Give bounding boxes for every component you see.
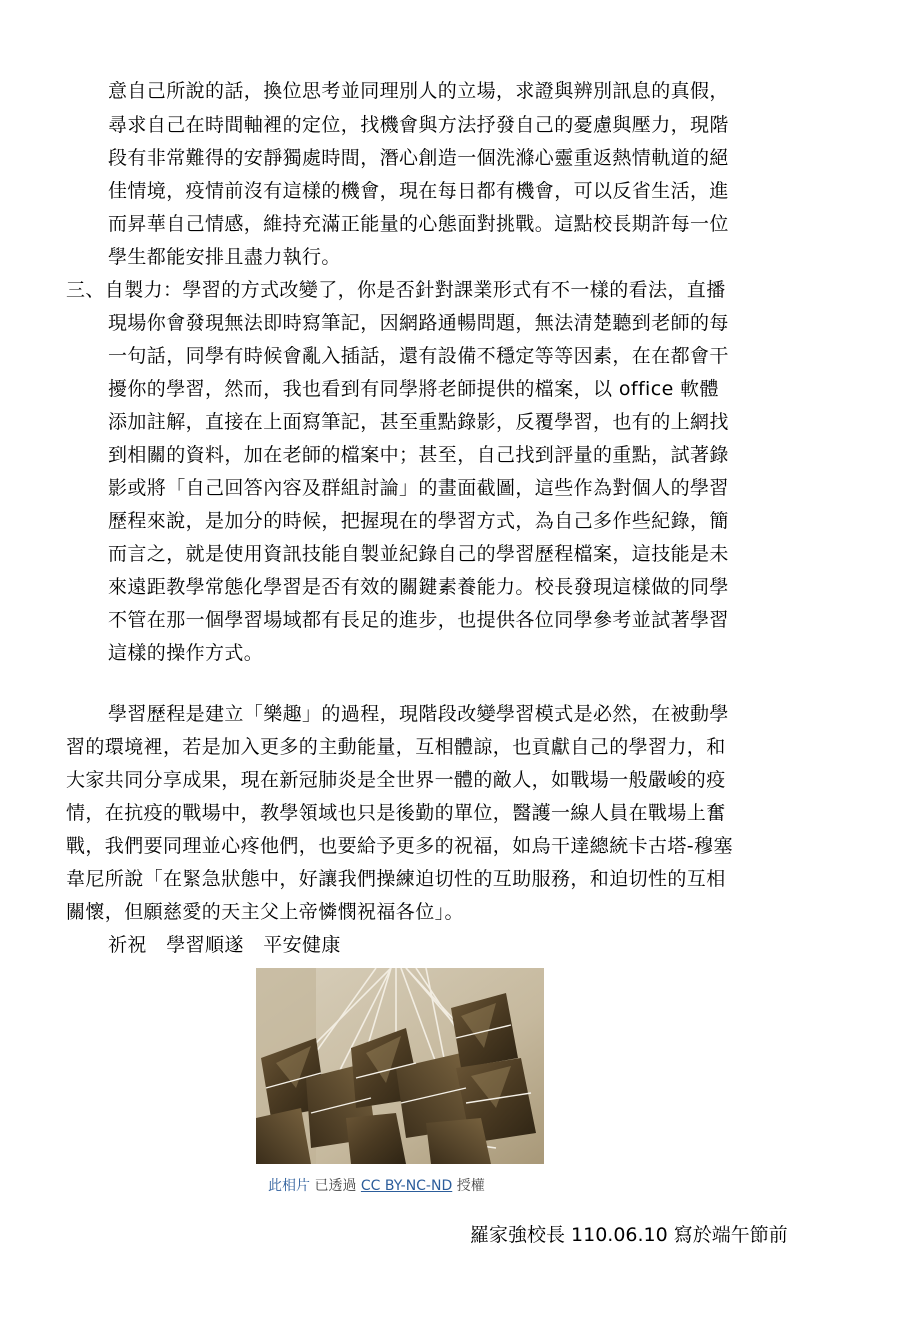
photo-caption (268, 1176, 485, 1196)
paragraph-line: 不管在那一個學習場域都有長足的進步，也提供各位同學參考並試著學習 (108, 609, 729, 631)
paragraph-line: 一句話，同學有時候會亂入插話，還有設備不穩定等等因素，在在都會干 (108, 345, 729, 367)
paragraph-line: 關懷，但願慈愛的天主父上帝憐憫祝福各位」。 (66, 901, 464, 923)
blessing-line: 祈祝 學習順遂 平安健康 (108, 934, 341, 956)
closing-paragraph-first-line: 學習歷程是建立「樂趣」的過程，現階段改變學習模式是必然，在被動學 (108, 703, 729, 725)
paragraph-line: 意自己所說的話，換位思考並同理別人的立場，求證與辨別訊息的真假， (108, 80, 729, 102)
paragraph-line: 添加註解，直接在上面寫筆記，甚至重點錄影，反覆學習，也有的上網找 (108, 411, 729, 433)
paragraph-line: 影或將「自己回答內容及群組討論」的畫面截圖，這些作為對個人的學習 (108, 477, 729, 499)
paragraph-line: 到相關的資料，加在老師的檔案中；甚至，自己找到評量的重點，試著錄 (108, 444, 729, 466)
zongzi-photo (256, 968, 544, 1164)
paragraph-line: 佳情境，疫情前沒有這樣的機會，現在每日都有機會，可以反省生活，進 (108, 180, 729, 202)
caption-middle-text: 已透過 (314, 1178, 357, 1194)
caption-end-text: 授權 (456, 1178, 485, 1194)
paragraph-line: 來遠距教學常態化學習是否有效的關鍵素養能力。校長發現這樣做的同學 (108, 576, 729, 598)
paragraph-line: 現場你會發現無法即時寫筆記，因網路通暢問題，無法清楚聽到老師的每 (108, 312, 729, 334)
paragraph-line: 習的環境裡，若是加入更多的主動能量，互相體諒，也貢獻自己的學習力，和 (66, 736, 726, 758)
section-three-heading-line: 三、自製力：學習的方式改變了，你是否針對課業形式有不一樣的看法，直播 (66, 279, 726, 301)
paragraph-line: 段有非常難得的安靜獨處時間，潛心創造一個洗滌心靈重返熱情軌道的絕 (108, 147, 729, 169)
paragraph-line: 情，在抗疫的戰場中，教學領域也只是後勤的單位，醫護一線人員在戰場上奮 (66, 802, 726, 824)
paragraph-line: 這樣的操作方式。 (108, 642, 264, 664)
photo-source-link[interactable]: 此相片 (268, 1178, 310, 1194)
paragraph-line: 韋尼所說「在緊急狀態中，好讓我們操練迫切性的互助服務，和迫切性的互相 (66, 868, 726, 890)
paragraph-line: 戰，我們要同理並心疼他們，也要給予更多的祝福，如烏干達總統卡古塔-穆塞 (66, 835, 733, 857)
signature-line: 羅家強校長 110.06.10 寫於端午節前 (470, 1224, 788, 1246)
paragraph-line: 擾你的學習，然而，我也看到有同學將老師提供的檔案，以 office 軟體 (108, 378, 719, 400)
paragraph-line: 而言之，就是使用資訊技能自製並紀錄自己的學習歷程檔案，這技能是未 (108, 543, 729, 565)
paragraph-line: 大家共同分享成果，現在新冠肺炎是全世界一體的敵人，如戰場一般嚴峻的疫 (66, 769, 726, 791)
license-link[interactable]: CC BY-NC-ND (360, 1178, 453, 1194)
paragraph-line: 尋求自己在時間軸裡的定位，找機會與方法抒發自己的憂慮與壓力，現階 (108, 114, 729, 136)
paragraph-line: 學生都能安排且盡力執行。 (108, 246, 341, 268)
paragraph-line: 歷程來說，是加分的時候，把握現在的學習方式，為自己多作些紀錄，簡 (108, 510, 729, 532)
paragraph-line: 而昇華自己情感，維持充滿正能量的心態面對挑戰。這點校長期許每一位 (108, 213, 729, 235)
